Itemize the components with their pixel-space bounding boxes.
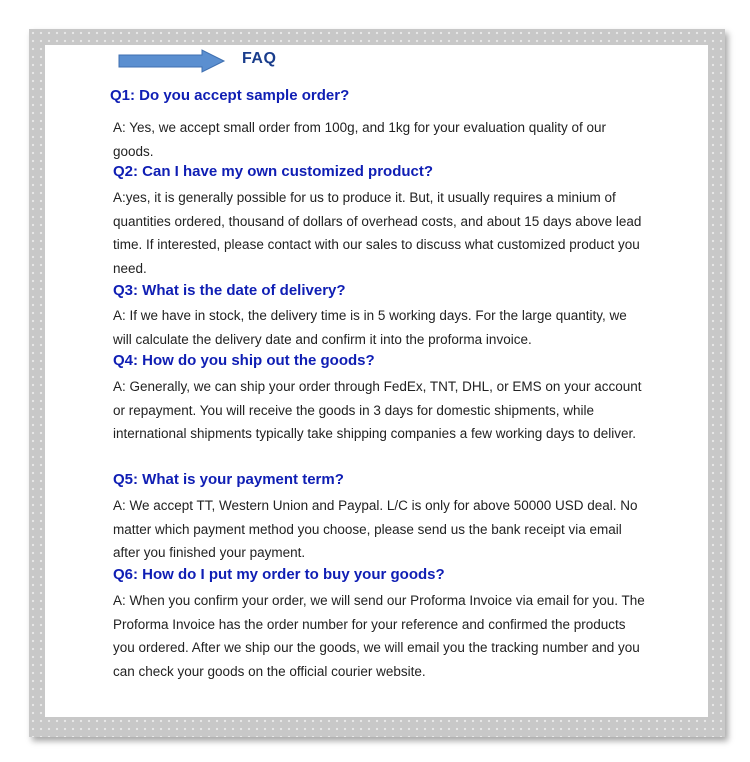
faq-answer-6: A: When you confirm your order, we will send our Proforma Invoice via email for you. The Proforma Invoice has the order number for your reference and confirmed the products you ordered. After we ship our the goods, we will email you the tracking number and you can check your goods on the official courier website. xyxy=(113,593,645,679)
faq-question-1: Q1: Do you accept sample order? xyxy=(110,87,350,104)
faq-answer-1: A: Yes, we accept small order from 100g, and 1kg for your evaluation quality of our goods. xyxy=(113,120,607,159)
right-arrow-icon xyxy=(118,49,226,73)
faq-question-6: Q6: How do I put my order to buy your goods? xyxy=(113,566,445,583)
page-title: FAQ xyxy=(242,50,277,67)
faq-answer-4: A: Generally, we can ship your order through FedEx, TNT, DHL, or EMS on your account or repayment. You will receive the goods in 3 days for domestic shipments, while international shipments typically take shipping companies a few working days to deliver. xyxy=(113,379,642,442)
faq-question-3: Q3: What is the date of delivery? xyxy=(113,282,346,299)
faq-answer-2: A:yes, it is generally possible for us to produce it. But, it usually requires a minium of quantities ordered, thousand of dollars of overhead costs, and about 15 days above lead time. If interested, please contact with our sales to discuss what customized product you need. xyxy=(113,190,642,276)
faq-answer-3: A: If we have in stock, the delivery time is in 5 working days. For the large quantity, we will calculate the delivery date and confirm it into the proforma invoice. xyxy=(113,308,627,347)
faq-answer-5: A: We accept TT, Western Union and Paypal. L/C is only for above 50000 USD deal. No matter which payment method you choose, please send us the bank receipt via email after you finished your payment. xyxy=(113,498,638,561)
faq-question-2: Q2: Can I have my own customized product? xyxy=(113,163,434,180)
faq-question-4: Q4: How do you ship out the goods? xyxy=(113,352,375,369)
faq-question-5: Q5: What is your payment term? xyxy=(113,471,344,488)
